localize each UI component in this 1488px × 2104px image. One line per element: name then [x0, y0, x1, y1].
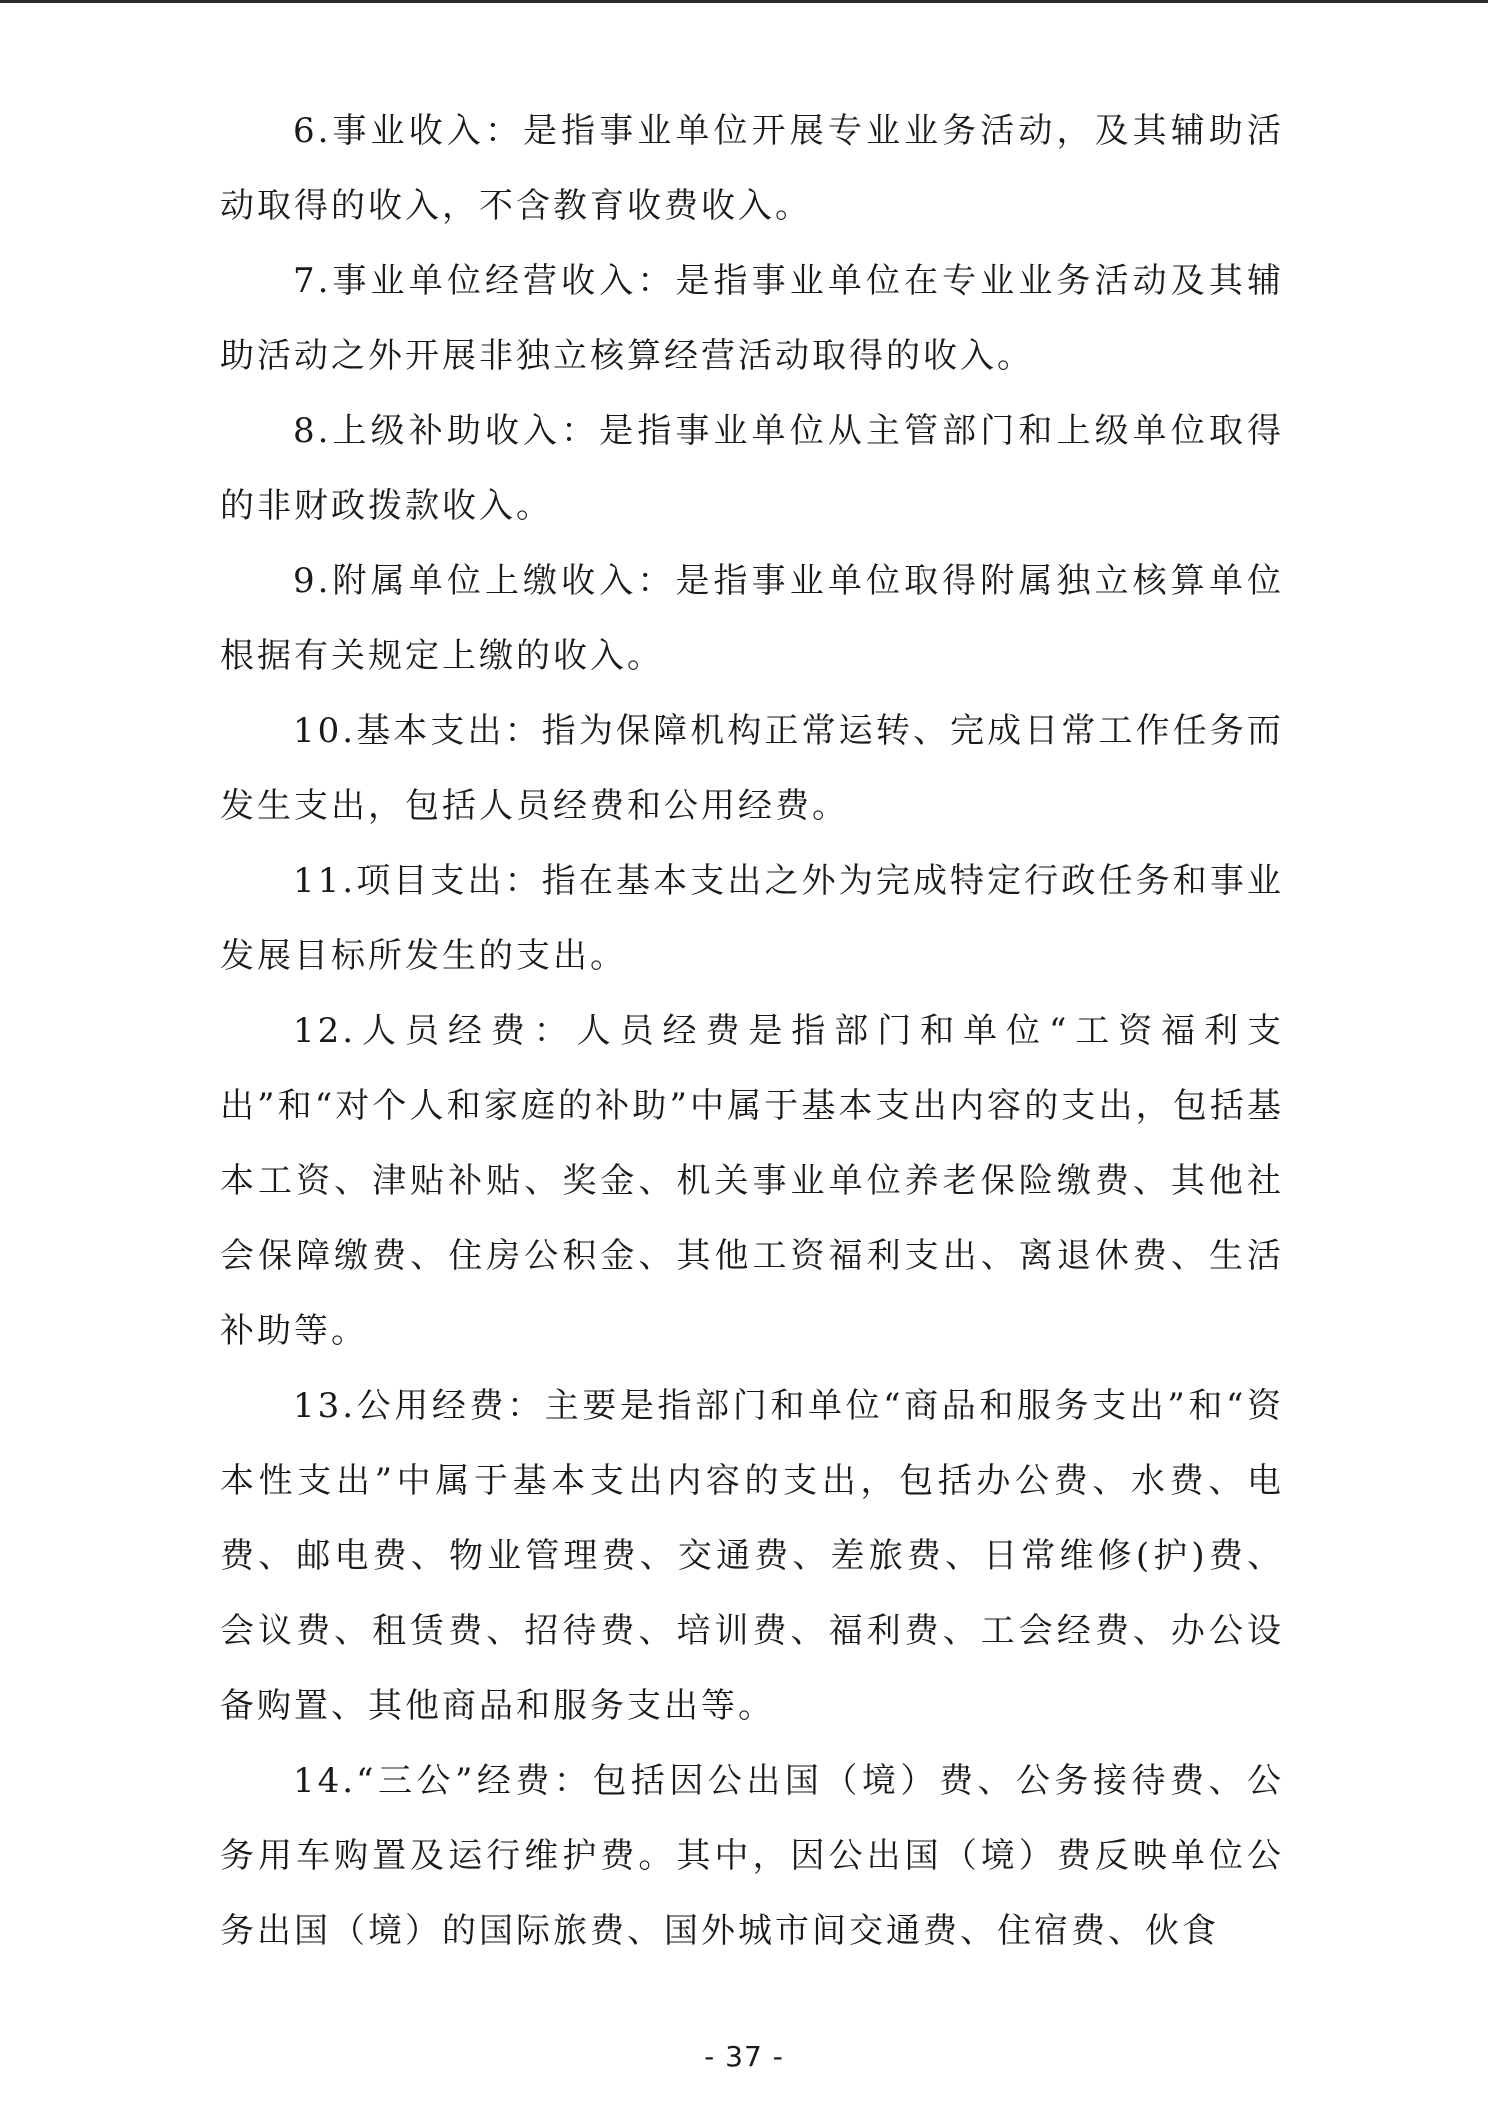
paragraph-jiben-zhichu: 10.基本支出：指为保障机构正常运转、完成日常工作任务而发生支出，包括人员经费和公用经费。 [220, 711, 1284, 826]
paragraph-fushu-danwei-shangjiao-shouru: 9.附属单位上缴收入：是指事业单位取得附属独立核算单位根据有关规定上缴的收入。 [220, 561, 1284, 676]
paragraph-renyuan-jingfei: 12.人员经费：人员经费是指部门和单位“工资福利支出”和“对个人和家庭的补助”中属于基本支出内容的支出，包括基本工资、津贴补贴、奖金、机关事业单位养老保险缴费、其他社会保障缴费、住房公积金、其他工资福利支出、离退休费、生活补助等。 [220, 1011, 1284, 1351]
paragraph-gongyong-jingfei: 13.公用经费：主要是指部门和单位“商品和服务支出”和“资本性支出”中属于基本支出内容的支出，包括办公费、水费、电费、邮电费、物业管理费、交通费、差旅费、日常维修(护)费、会议费、租赁费、招待费、培训费、福利费、工会经费、办公设备购置、其他商品和服务支出等。 [220, 1386, 1284, 1726]
paragraph-shiye-danwei-jingying-shouru: 7.事业单位经营收入：是指事业单位在专业业务活动及其辅助活动之外开展非独立核算经营活动取得的收入。 [220, 261, 1284, 376]
top-border-rule [0, 0, 1488, 3]
paragraph-shangji-buzhu-shouru: 8.上级补助收入：是指事业单位从主管部门和上级单位取得的非财政拨款收入。 [220, 411, 1284, 526]
page-number: - 37 - [704, 2040, 784, 2073]
paragraph-shiye-shouru: 6.事业收入：是指事业单位开展专业业务活动，及其辅助活动取得的收入，不含教育收费收入。 [220, 111, 1284, 226]
paragraph-xiangmu-zhichu: 11.项目支出：指在基本支出之外为完成特定行政任务和事业发展目标所发生的支出。 [220, 861, 1284, 976]
document-body [220, 94, 1284, 1969]
paragraph-sangong-jingfei: 14.“三公”经费：包括因公出国（境）费、公务接待费、公务用车购置及运行维护费。其中，因公出国（境）费反映单位公务出国（境）的国际旅费、国外城市间交通费、住宿费、伙食 [220, 1761, 1284, 1951]
